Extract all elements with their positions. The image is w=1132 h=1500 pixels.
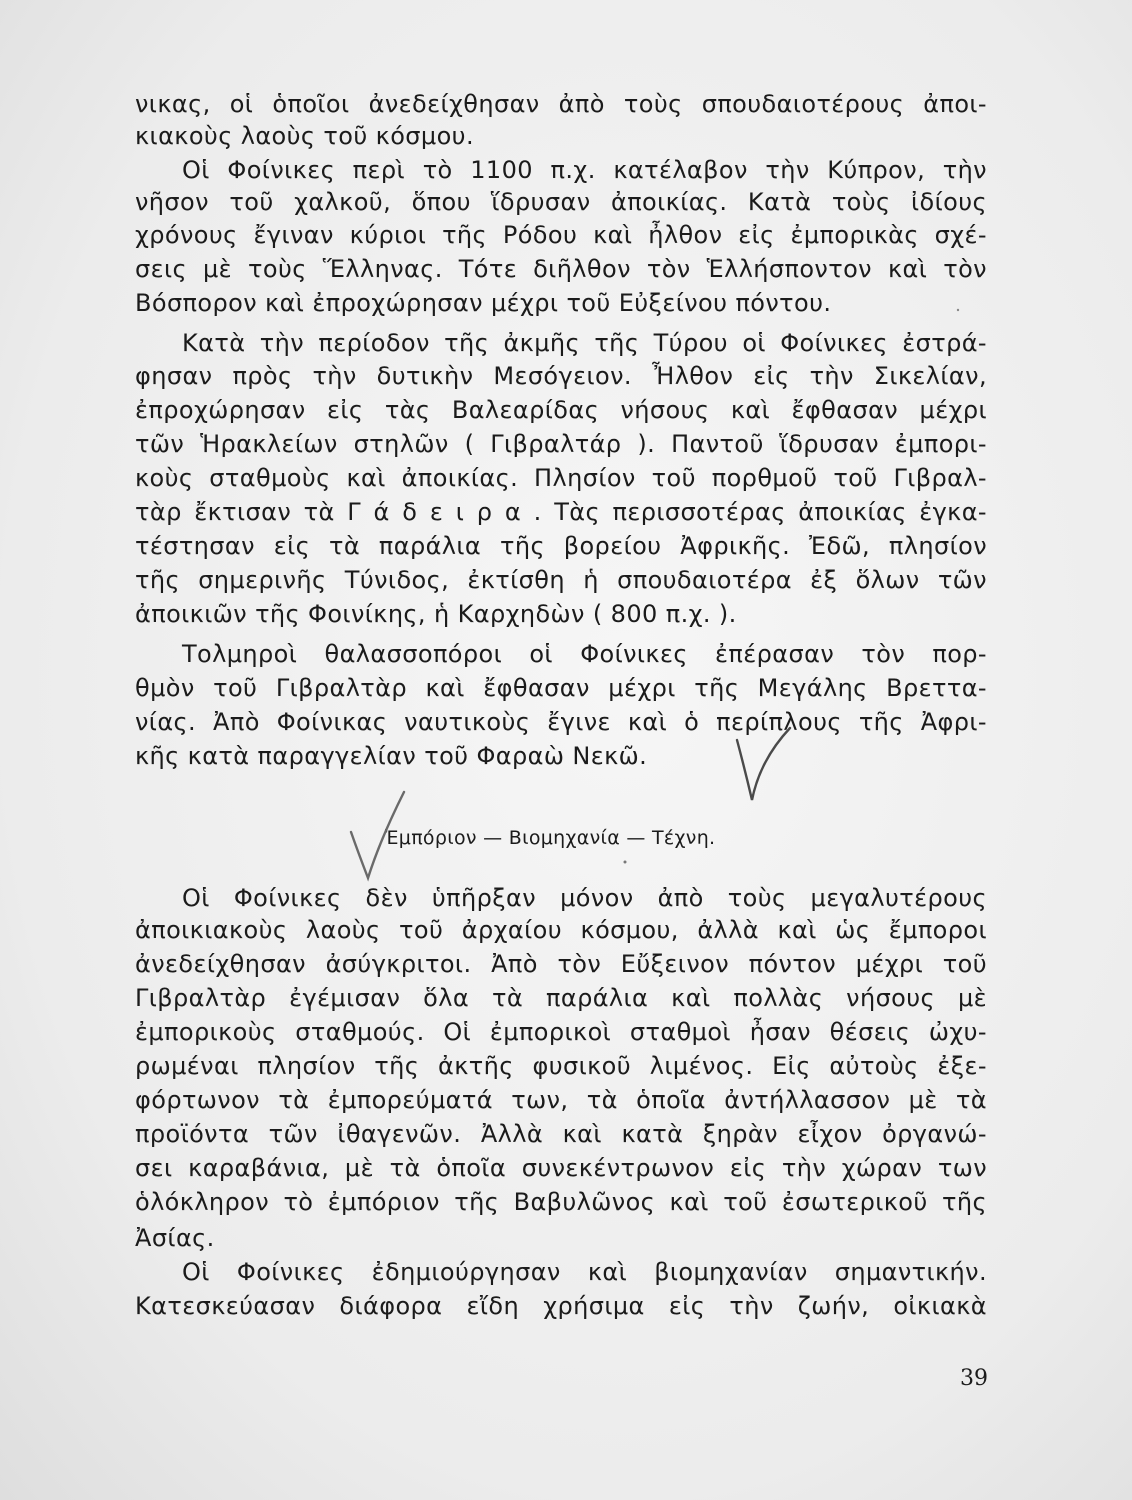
text-line: τῶν Ἡρακλείων στηλῶν ( Γιβραλτάρ ). Παντοῦ ἵδρυσαν ἐμπορι-: [135, 430, 987, 458]
text-line: Οἱ Φοίνικες περὶ τὸ 1100 π.χ. κατέλαβον τὴν Κύπρον, τὴν: [182, 156, 987, 184]
text-line: φησαν πρὸς τὴν δυτικὴν Μεσόγειον. Ἦλθον εἰς τὴν Σικελίαν,: [135, 362, 987, 390]
text-line: σει καραβάνια, μὲ τὰ ὁποῖα συνεκέντρωνον εἰς τὴν χώραν των: [135, 1154, 987, 1182]
stray-dot: [957, 309, 959, 311]
text-line: Τολμηροὶ θαλασσοπόροι οἱ Φοίνικες ἐπέρασαν τὸν πορ-: [182, 640, 987, 668]
text-line: ἀποικιῶν τῆς Φοινίκης, ἡ Καρχηδὼν ( 800 π.χ. ).: [135, 600, 737, 628]
text-line: Οἱ Φοίνικες ἐδημιούργησαν καὶ βιομηχανίαν σημαντικήν.: [182, 1258, 987, 1286]
text-line: τῆς σημερινῆς Τύνιδος, ἐκτίσθη ἡ σπουδαιοτέρα ἐξ ὅλων τῶν: [135, 566, 987, 594]
text-line: ἀποικιακοὺς λαοὺς τοῦ ἀρχαίου κόσμου, ἀλλὰ καὶ ὡς ἔμποροι: [135, 916, 987, 944]
text-line: κιακοὺς λαοὺς τοῦ κόσμου.: [135, 122, 474, 150]
text-line: Οἱ Φοίνικες δὲν ὑπῆρξαν μόνον ἀπὸ τοὺς μεγαλυτέρους: [182, 884, 987, 912]
section-heading: Ἐμπόριον — Βιομηχανία — Τέχνη.: [385, 827, 716, 849]
page-number: 39: [960, 1366, 988, 1391]
text-line: Ἀσίας.: [135, 1224, 215, 1252]
text-line: φόρτωνον τὰ ἐμπορεύματά των, τὰ ὁποῖα ἀντήλλασσον μὲ τὰ: [135, 1086, 987, 1114]
text-line: Κατὰ τὴν περίοδον τῆς ἀκμῆς τῆς Τύρου οἱ Φοίνικες ἐστρά-: [182, 329, 987, 357]
text-line: τὰρ ἔκτισαν τὰ Γ ά δ ε ι ρ α . Τὰς περισσοτέρας ἀποικίας ἐγκα-: [135, 498, 987, 526]
text-line: νῆσον τοῦ χαλκοῦ, ὅπου ἵδρυσαν ἀποικίας. Κατὰ τοὺς ἰδίους: [135, 188, 987, 216]
check-mark-right: [737, 728, 790, 800]
text-line: σεις μὲ τοὺς Ἕλληνας. Τότε διῆλθον τὸν Ἑλλήσποντον καὶ τὸν: [135, 255, 987, 283]
text-line: Κατεσκεύασαν διάφορα εἴδη χρήσιμα εἰς τὴν ζωήν, οἰκιακὰ: [135, 1292, 987, 1320]
text-line: ρωμέναι πλησίον τῆς ἀκτῆς φυσικοῦ λιμένος. Εἰς αὐτοὺς ἐξε-: [135, 1052, 987, 1080]
text-line: κῆς κατὰ παραγγελίαν τοῦ Φαραὼ Νεκῶ.: [135, 742, 648, 770]
text-line: τέστησαν εἰς τὰ παράλια τῆς βορείου Ἀφρικῆς. Ἐδῶ, πλησίον: [135, 532, 987, 560]
text-line: ἐμπορικοὺς σταθμούς. Οἱ ἐμπορικοὶ σταθμοὶ ἦσαν θέσεις ὠχυ-: [135, 1018, 987, 1046]
text-line: θμὸν τοῦ Γιβραλτὰρ καὶ ἔφθασαν μέχρι τῆς Μεγάλης Βρεττα-: [135, 674, 987, 702]
text-line: κοὺς σταθμοὺς καὶ ἀποικίας. Πλησίον τοῦ πορθμοῦ τοῦ Γιβραλ-: [135, 464, 987, 492]
text-line: ὁλόκληρον τὸ ἐμπόριον τῆς Βαβυλῶνος καὶ τοῦ ἐσωτερικοῦ τῆς: [135, 1188, 987, 1216]
text-line: Γιβραλτὰρ ἐγέμισαν ὅλα τὰ παράλια καὶ πολλὰς νήσους μὲ: [135, 984, 987, 1012]
text-line: νικας, οἱ ὁποῖοι ἀνεδείχθησαν ἀπὸ τοὺς σπουδαιοτέρους ἀποι-: [135, 90, 987, 118]
stray-dot: [624, 861, 627, 864]
text-line: Βόσπορον καὶ ἐπροχώρησαν μέχρι τοῦ Εὐξείνου πόντου.: [135, 289, 832, 317]
text-line: ἀνεδείχθησαν ἀσύγκριτοι. Ἀπὸ τὸν Εὔξεινον πόντον μέχρι τοῦ: [135, 950, 987, 978]
text-line: νίας. Ἀπὸ Φοίνικας ναυτικοὺς ἔγινε καὶ ὁ περίπλους τῆς Ἀφρι-: [135, 708, 987, 736]
text-line: ἐπροχώρησαν εἰς τὰς Βαλεαρίδας νήσους καὶ ἔφθασαν μέχρι: [135, 396, 987, 424]
check-mark-left: [351, 792, 404, 878]
text-line: χρόνους ἔγιναν κύριοι τῆς Ρόδου καὶ ἦλθον εἰς ἐμπορικὰς σχέ-: [135, 221, 987, 249]
text-line: προϊόντα τῶν ἰθαγενῶν. Ἀλλὰ καὶ κατὰ ξηρὰν εἶχον ὀργανώ-: [135, 1120, 987, 1148]
